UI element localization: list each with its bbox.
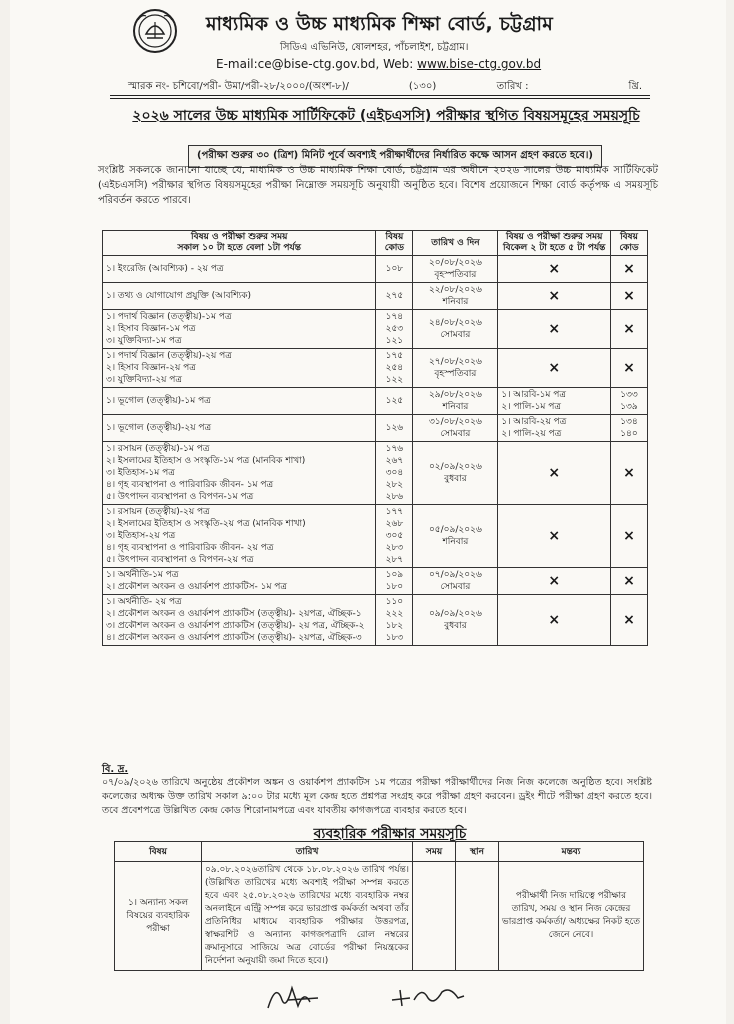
practical-remarks: পরীক্ষার্থী নিজ দায়িত্বে পরীক্ষার তারিখ, সময় ও স্থান নিজ কেন্দ্রের ভারপ্রাপ্ত কর্মকর্তা/ অধ্যক্ষের নিকট হতে জেনে নেবে। (499, 862, 644, 971)
exam-day: সোমবার (440, 330, 471, 340)
subject-name: ৩। প্রকৌশল অংকন ও ওয়ার্কশপ প্র্যাকটিস (তত্ত্বীয়)- ২য় পত্র, ঐচ্ছিক-২ (106, 621, 365, 631)
practical-row (115, 862, 644, 971)
subject-code: ২৮৩ (385, 543, 404, 553)
subject-name: ১। ভূগোল (তত্ত্বীয়)-১ম পত্র (106, 396, 211, 406)
header-divider (110, 95, 650, 96)
exam-day: শনিবার (442, 402, 469, 412)
document-page (10, 0, 726, 1024)
afternoon-subject-name: ১। আরবি-১ম পত্র (501, 390, 567, 400)
subject-cell (103, 256, 376, 283)
code-cell (376, 349, 413, 388)
subject-name: ৪। প্রকৌশল অংকন ও ওয়ার্কশপ প্র্যাকটিস (তত্ত্বীয়)- ২য়পত্র, ঐচ্ছিক-৩ (106, 633, 362, 643)
cross-mark-icon: × (548, 573, 561, 589)
subject-code: ২৮২ (385, 480, 404, 490)
afternoon-subject-code: ১৩৩ (620, 390, 638, 400)
schedule-header-row (103, 231, 648, 256)
schedule-row (103, 568, 648, 595)
afternoon-subject-cell (498, 388, 611, 415)
code-cell (376, 442, 413, 505)
code-cell (376, 595, 413, 646)
afternoon-code-cell (611, 595, 648, 646)
subject-name: ১। রসায়ন (তত্ত্বীয়)-১ম পত্র (106, 444, 210, 454)
header-divider-thin (110, 98, 650, 99)
signature-right-icon (388, 980, 468, 1014)
contact-line (216, 57, 636, 71)
header-code-afternoon: বিষয় কোড (611, 231, 648, 256)
exam-date: ০৯/০৯/২০২৬ (428, 609, 482, 619)
afternoon-subject-code: ১৩৯ (620, 402, 638, 412)
subject-name: ৫। উৎপাদন ব্যবস্থাপনা ও বিপণন-১ম পত্র (106, 492, 254, 502)
subject-name: ১। ভূগোল (তত্ত্বীয়)-২য় পত্র (106, 423, 212, 433)
subject-cell (103, 568, 376, 595)
afternoon-subject-cell (498, 349, 611, 388)
schedule-row (103, 595, 648, 646)
date-cell (413, 415, 498, 442)
practical-header-remarks: মন্তব্য (499, 842, 644, 862)
exam-time-note: (পরীক্ষা শুরুর ৩০ (ত্রিশ) মিনিট পূর্বে অবশ্যই পরীক্ষার্থীদের নির্ধারিত কক্ষে আসন গ্রহণ করতে হবে।) (188, 145, 602, 168)
exam-date: ০৭/০৯/২০২৬ (428, 570, 482, 580)
afternoon-code-cell (611, 349, 648, 388)
exam-day: শনিবার (442, 297, 469, 307)
afternoon-subject-cell (498, 595, 611, 646)
practical-header-date: তারিখ (202, 842, 413, 862)
afternoon-subject-cell (498, 283, 611, 310)
subject-code: ১৭৫ (385, 351, 404, 361)
afternoon-code-cell (611, 388, 648, 415)
subject-code: ২৭৫ (385, 291, 404, 301)
subject-code: ১২১ (385, 336, 404, 346)
subject-name: ১। তথ্য ও যোগাযোগ প্রযুক্তি (আবশ্যিক) (106, 291, 251, 301)
subject-cell (103, 505, 376, 568)
exam-day: বৃহস্পতিবার (434, 369, 477, 379)
cross-mark-icon: × (548, 465, 561, 481)
practical-header-subject: বিষয় (115, 842, 202, 862)
subject-name: ২। হিসাব বিজ্ঞান-২য় পত্র (106, 363, 196, 373)
subject-code: ২৫৩ (385, 324, 404, 334)
website-link[interactable]: www.bise-ctg.gov.bd (417, 57, 542, 71)
exam-day: সোমবার (440, 429, 471, 439)
date-cell (413, 442, 498, 505)
cross-mark-icon: × (623, 528, 635, 544)
subject-code: ১৮৩ (385, 633, 404, 643)
subject-code: ২৮৭ (385, 555, 404, 565)
afternoon-subject-cell (498, 442, 611, 505)
subject-code: ৩০৪ (385, 468, 404, 478)
exam-day: সোমবার (440, 582, 471, 592)
board-logo-icon (132, 8, 178, 54)
subject-code: ১২৬ (385, 423, 404, 433)
afternoon-code-cell (611, 256, 648, 283)
schedule-row (103, 349, 648, 388)
schedule-row (103, 442, 648, 505)
date-cell (413, 310, 498, 349)
subject-code: ১২৫ (385, 396, 404, 406)
page-title: ২০২৬ সালের উচ্চ মাধ্যমিক সার্টিফিকেট (এইচএসসি) পরীক্ষার স্থগিত বিষয়সমূহের সময়সূচি (132, 108, 640, 124)
schedule-row (103, 415, 648, 442)
practical-table (114, 841, 644, 971)
subject-name: ১। অর্থনীতি-১ম পত্র (106, 570, 179, 580)
schedule-row (103, 310, 648, 349)
cross-mark-icon: × (623, 261, 635, 277)
subject-code: ১৭৬ (385, 444, 404, 454)
exam-date: ০২/০৯/২০২৬ (428, 462, 482, 472)
header-code: বিষয় কোড (376, 231, 413, 256)
subject-name: ২। হিসাব বিজ্ঞান-১ম পত্র (106, 324, 196, 334)
schedule-row (103, 256, 648, 283)
subject-name: ১। অর্থনীতি- ২য় পত্র (106, 597, 182, 607)
intro-paragraph: সংশ্লিষ্ট সকলকে জানানো যাচ্ছে যে, মাধ্যমিক ও উচ্চ মাধ্যমিক শিক্ষা বোর্ড, চট্টগ্রাম এর অধীনে ২০২৬ সালের উচ্চ মাধ্যমিক সার্টিফিকেট (এইচএসসি) পরীক্ষার স্থগিত বিষয়সমূহের পরীক্ষা নিম্নোক্ত সময়সূচি অনুযায়ী অনুষ্ঠিত হবে। বিশেষ প্রয়োজনে শিক্ষা বোর্ড কর্তৃপক্ষ এ সময়সূচি পরিবর্তন করতে পারবে। (98, 165, 658, 206)
board-name: মাধ্যমিক ও উচ্চ মাধ্যমিক শিক্ষা বোর্ড, চট্টগ্রাম (206, 13, 554, 35)
exam-date: ২০/০৮/২০২৬ (428, 258, 482, 268)
afternoon-subject-code: ১৩৪ (620, 417, 638, 427)
afternoon-code-cell (611, 415, 648, 442)
exam-day: বুধবার (444, 621, 467, 631)
subject-cell (103, 442, 376, 505)
subject-code: ১২২ (385, 375, 404, 385)
exam-date: ২২/০৮/২০২৬ (428, 285, 482, 295)
subject-code: ১০৯ (385, 570, 404, 580)
exam-day: বুধবার (444, 474, 467, 484)
subject-name: ২। প্রকৌশল অংকন ও ওয়ার্কশপ প্র্যাকটিস- ১ম পত্র (106, 582, 288, 592)
afternoon-subject-cell (498, 310, 611, 349)
subject-name: ১। ইংরেজি (আবশ্যিক) - ২য় পত্র (106, 264, 224, 274)
subject-name: ১। পদার্থ বিজ্ঞান (তত্ত্বীয়)-২য় পত্র (106, 351, 232, 361)
subject-code: ১৮২ (385, 621, 404, 631)
subject-name: ৩। ইতিহাস-১ম পত্র (106, 468, 175, 478)
header-subject-morning: বিষয় ও পরীক্ষা শুরুর সময় সকাল ১০ টা হতে বেলা ১টা পর্যন্ত (103, 231, 376, 256)
note-text: ০৭/০৯/২০২৬ তারিখে অনুষ্ঠেয় প্রকৌশল অঙ্কন ও ওয়ার্কশপ প্র্যাকটিস ১ম পত্রের পরীক্ষা পরীক্ষার্থীদের নিজ নিজ কলেজে অনুষ্ঠিত হবে। সংশ্লিষ্ট কলেজের অধ্যক্ষ উক্ত তারিখ সকাল ৯:০০ টার মধ্যে মূল কেন্দ্র হতে প্রশ্নপত্র সংগ্রহ করে পরীক্ষা গ্রহণ করবেন। ড্রইং শীটে পরীক্ষা গ্রহণ করতে হবে। তবে প্রবেশপত্রে উল্লিখিত কেন্দ্র কোড শিরোনামপত্রে এবং যাবতীয় কাগজপত্রে ব্যবহার করতে হবে। (102, 777, 652, 816)
code-cell (376, 388, 413, 415)
subject-name: ৫। উৎপাদন ব্যবস্থাপনা ও বিপণন-২য় পত্র (106, 555, 254, 565)
subject-cell (103, 415, 376, 442)
subject-cell (103, 388, 376, 415)
practical-header-row (115, 842, 644, 862)
subject-code: ১০৮ (385, 264, 404, 274)
schedule-body (103, 256, 648, 646)
exam-date: ২৪/০৮/২০২৬ (428, 318, 482, 328)
afternoon-subject-name: ২। পালি-২য় পত্র (501, 429, 562, 439)
practical-date: ০৯.০৮.২০২৬তারিখ থেকে ১৮.০৮.২০২৬ তারিখ পর্যন্ত। (উল্লিখিত তারিখের মধ্যে অবশ্যই পরীক্ষা সম্পন্ন করতে হবে এবং ২৫.০৮.২০২৬ তারিখের মধ্যে ব্যবহারিক নম্বর অনলাইনে এন্ট্রি সম্পন্ন করে ভারপ্রাপ্ত কর্মকর্তা অথবা তাঁর প্রতিনিধির মাধ্যমে ব্যবহারিক পরীক্ষার উত্তরপত্র, স্বাক্ষরশিট ও অন্যান্য কাগজপত্রাদি রোল নম্বরের ক্রমানুসারে সাজিয়ে অত্র বোর্ডের পরীক্ষা নিয়ন্ত্রকের নির্দেশনা অনুযায়ী জমা দিতে হবে।) (202, 862, 413, 971)
subject-name: ১। পদার্থ বিজ্ঞান (তত্ত্বীয়)-১ম পত্র (106, 312, 232, 322)
header-subject-afternoon: বিষয় ও পরীক্ষা শুরুর সময় বিকেল ২ টা হতে ৫ টা পর্যন্ত (498, 231, 611, 256)
cross-mark-icon: × (623, 465, 635, 481)
subject-name: ২। ইসলামের ইতিহাস ও সংস্কৃতি-১ম পত্র (মানবিক শাখা) (106, 456, 306, 466)
afternoon-code-cell (611, 505, 648, 568)
practical-place (456, 862, 499, 971)
code-cell (376, 283, 413, 310)
date-cell (413, 595, 498, 646)
subject-name: ৩। ইতিহাস-২য় পত্র (106, 531, 176, 541)
afternoon-subject-code: ১৪০ (620, 429, 638, 439)
subject-code: ১১০ (385, 597, 404, 607)
subject-name: ৩। যুক্তিবিদ্যা-২য় পত্র (106, 375, 182, 385)
date-cell (413, 568, 498, 595)
memo-number: স্মারক নং- চশিবো/পরী- উমা/পরী-২৮/২০০০/(অংশ-৮)/ (১৩০) (128, 81, 437, 92)
subject-code: ১৭৭ (385, 507, 404, 517)
afternoon-subject-cell (498, 505, 611, 568)
subject-code: ১৮০ (385, 582, 404, 592)
afternoon-subject-name: ২। পালি-১ম পত্র (501, 402, 561, 412)
code-cell (376, 505, 413, 568)
subject-cell (103, 310, 376, 349)
practical-title: ব্যবহারিক পরীক্ষার সময়সূচি (313, 826, 467, 842)
reference-line (128, 79, 642, 96)
cross-mark-icon: × (623, 612, 635, 628)
schedule-table (102, 230, 648, 646)
exam-date: ২৭/০৮/২০২৬ (428, 357, 482, 367)
cross-mark-icon: × (623, 321, 635, 337)
cross-mark-icon: × (623, 288, 635, 304)
cross-mark-icon: × (548, 360, 561, 376)
cross-mark-icon: × (623, 360, 635, 376)
date-cell (413, 283, 498, 310)
subject-code: ২২২ (385, 609, 404, 619)
subject-code: ২৫৪ (385, 363, 404, 373)
subject-name: ১। রসায়ন (তত্ত্বীয়)-২য় পত্র (106, 507, 210, 517)
practical-time (413, 862, 456, 971)
afternoon-code-cell (611, 283, 648, 310)
code-cell (376, 415, 413, 442)
subject-name: ২। প্রকৌশল অংকন ও ওয়ার্কশপ প্র্যাকটিস (তত্ত্বীয়)- ২য়পত্র, ঐচ্ছিক-১ (106, 609, 362, 619)
code-cell (376, 256, 413, 283)
exam-day: বৃহস্পতিবার (434, 270, 477, 280)
afternoon-subject-cell (498, 256, 611, 283)
cross-mark-icon: × (548, 321, 561, 337)
practical-header-place: স্থান (456, 842, 499, 862)
exam-date: ০৫/০৯/২০২৬ (428, 525, 482, 535)
note-label: বি. দ্র. (102, 764, 129, 775)
date-label: তারিখ : খ্রি. (496, 81, 642, 92)
afternoon-subject-cell (498, 568, 611, 595)
code-cell (376, 310, 413, 349)
cross-mark-icon: × (548, 288, 561, 304)
date-cell (413, 349, 498, 388)
exam-date: ২৯/০৮/২০২৬ (428, 390, 482, 400)
serial-number: (১৩০) (408, 81, 437, 92)
schedule-row (103, 505, 648, 568)
afternoon-code-cell (611, 568, 648, 595)
date-cell (413, 388, 498, 415)
afternoon-code-cell (611, 442, 648, 505)
exam-date: ৩১/০৮/২০২৬ (428, 417, 482, 427)
email-text: E-mail:ce@bise-ctg.gov.bd, Web: (216, 57, 418, 71)
cross-mark-icon: × (623, 573, 635, 589)
date-cell (413, 256, 498, 283)
board-address: সিডিএ এভিনিউ, ষোলশহর, পাঁচলাইশ, চট্টগ্রাম। (280, 42, 469, 53)
subject-cell (103, 595, 376, 646)
header-date: তারিখ ও দিন (413, 231, 498, 256)
cross-mark-icon: × (548, 261, 561, 277)
afternoon-code-cell (611, 310, 648, 349)
date-cell (413, 505, 498, 568)
subject-cell (103, 349, 376, 388)
code-cell (376, 568, 413, 595)
subject-name: ৪। গৃহ ব্যবস্থাপনা ও পারিবারিক জীবন- ২য় পত্র (106, 543, 274, 553)
afternoon-subject-name: ১। আরবি-২য় পত্র (501, 417, 567, 427)
practical-subject: ১। অন্যান্য সকল বিষয়ের ব্যবহারিক পরীক্ষা (115, 862, 202, 971)
subject-code: ২৬৭ (385, 456, 404, 466)
cross-mark-icon: × (548, 528, 561, 544)
subject-name: ৩। যুক্তিবিদ্যা-১ম পত্র (106, 336, 182, 346)
practical-header-time: সময় (413, 842, 456, 862)
subject-code: ৩০৫ (385, 531, 404, 541)
cross-mark-icon: × (548, 612, 561, 628)
subject-code: ২৬৮ (385, 519, 404, 529)
subject-code: ২৮৬ (385, 492, 404, 502)
schedule-row (103, 388, 648, 415)
signature-left-icon (258, 980, 338, 1014)
exam-day: শনিবার (442, 537, 469, 547)
subject-cell (103, 283, 376, 310)
subject-code: ১৭৪ (385, 312, 404, 322)
afternoon-subject-cell (498, 415, 611, 442)
subject-name: ২। ইসলামের ইতিহাস ও সংস্কৃতি-২য় পত্র (মানবিক শাখা) (106, 519, 306, 529)
schedule-row (103, 283, 648, 310)
subject-name: ৪। গৃহ ব্যবস্থাপনা ও পারিবারিক জীবন- ১ম পত্র (106, 480, 274, 490)
